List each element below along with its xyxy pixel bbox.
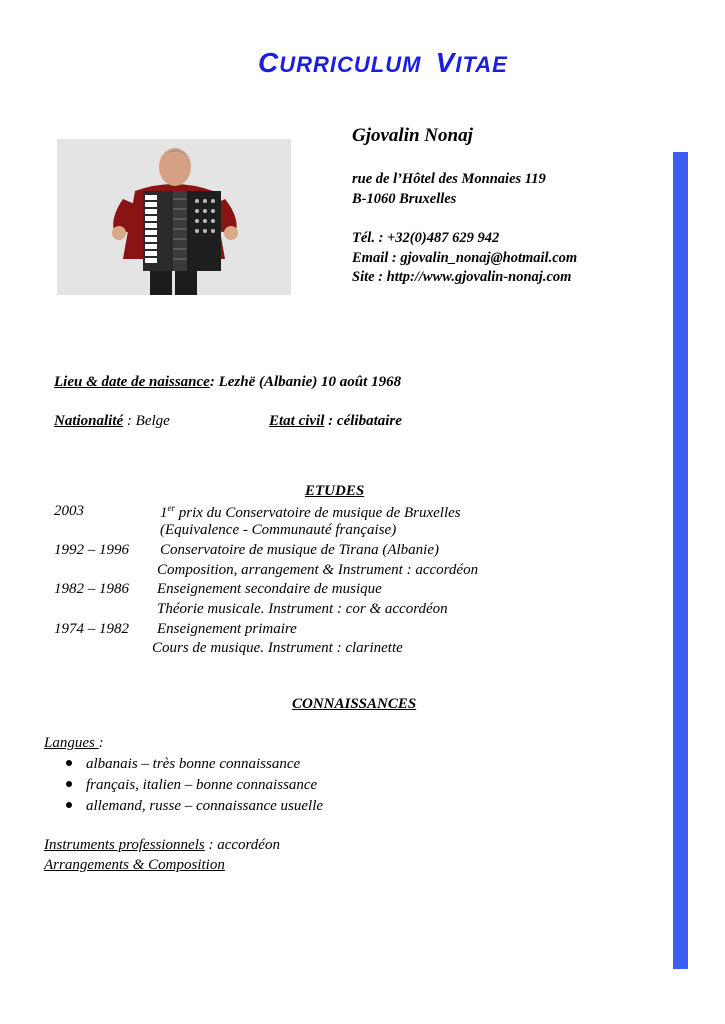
langue-item-2: français, italien – bonne connaissance — [86, 777, 318, 793]
arrangements-line: Arrangements & Composition — [44, 857, 225, 873]
nationality-info — [54, 413, 170, 430]
etudes-year-5: 1982 – 1986 — [54, 581, 129, 597]
title-letter-v: V — [435, 47, 456, 78]
person-name: Gjovalin Nonaj — [352, 125, 473, 146]
bullet-icon — [66, 802, 72, 808]
list-item — [66, 798, 323, 815]
bullet-icon — [66, 781, 72, 787]
connaissances-heading: CONNAISSANCES — [292, 696, 417, 712]
etudes-year-3: 1992 – 1996 — [54, 542, 129, 558]
etudes-text-7: Enseignement primaire — [157, 621, 297, 637]
instruments-label: Instruments professionnels — [44, 837, 205, 853]
etudes-heading: ETUDES — [305, 483, 365, 499]
instruments-line — [44, 837, 280, 854]
list-item — [66, 777, 317, 794]
birth-label: Lieu & date de naissance — [54, 374, 210, 390]
etudes-year-1: 2003 — [54, 503, 84, 519]
civil-value: : célibataire — [324, 413, 402, 429]
nationality-label: Nationalité — [54, 413, 124, 429]
langues-colon: : — [98, 735, 104, 751]
etudes-text-3: Conservatoire de musique de Tirana (Albanie) — [160, 542, 439, 558]
civil-status-info — [269, 413, 402, 430]
etudes-text-4: Composition, arrangement & Instrument : accordéon — [157, 562, 479, 578]
nationality-colon-value — [123, 413, 170, 429]
langues-label-line — [44, 735, 104, 752]
profile-photo — [57, 139, 291, 295]
title-word-urriculum: URRICULUM — [279, 52, 422, 77]
langues-label: Langues — [44, 735, 99, 751]
etudes-text-2: (Equivalence - Communauté française) — [160, 522, 397, 538]
email[interactable]: Email : gjovalin_nonaj@hotmail.com — [352, 250, 578, 266]
etudes-text-1-sup: er — [167, 503, 175, 513]
accordion-player-image — [57, 139, 291, 295]
etudes-text-6: Théorie musicale. Instrument : cor & accordéon — [157, 601, 448, 617]
langue-item-1: albanais – très bonne connaissance — [86, 756, 301, 772]
website[interactable]: Site : http://www.gjovalin-nonaj.com — [352, 269, 572, 285]
title-letter-c: C — [258, 47, 280, 78]
etudes-year-7: 1974 – 1982 — [54, 621, 129, 637]
langue-item-3: allemand, russe – connaissance usuelle — [86, 798, 324, 814]
address-line-1: rue de l’Hôtel des Monnaies 119 — [352, 171, 546, 187]
decorative-side-bar — [673, 152, 688, 969]
etudes-text-1-prefix: 1 — [160, 505, 168, 521]
title-word-itae: ITAE — [455, 52, 508, 77]
etudes-text-1-main: prix du Conservatoire de musique de Bruxelles — [175, 505, 461, 521]
etudes-text-8: Cours de musique. Instrument : clarinette — [152, 640, 403, 656]
birth-value: : Lezhë (Albanie) 10 août 1968 — [209, 374, 402, 390]
etudes-text-1 — [160, 503, 461, 522]
address-line-2: B-1060 Bruxelles — [352, 191, 457, 207]
bullet-icon — [66, 760, 72, 766]
cv-title — [258, 47, 508, 79]
civil-label: Etat civil — [269, 413, 325, 429]
etudes-text-5: Enseignement secondaire de musique — [157, 581, 382, 597]
birth-info — [54, 374, 401, 391]
instruments-value: : accordéon — [204, 837, 280, 853]
phone: Tél. : +32(0)487 629 942 — [352, 230, 500, 246]
nationality-value: : Belge — [123, 413, 170, 429]
list-item — [66, 756, 300, 773]
